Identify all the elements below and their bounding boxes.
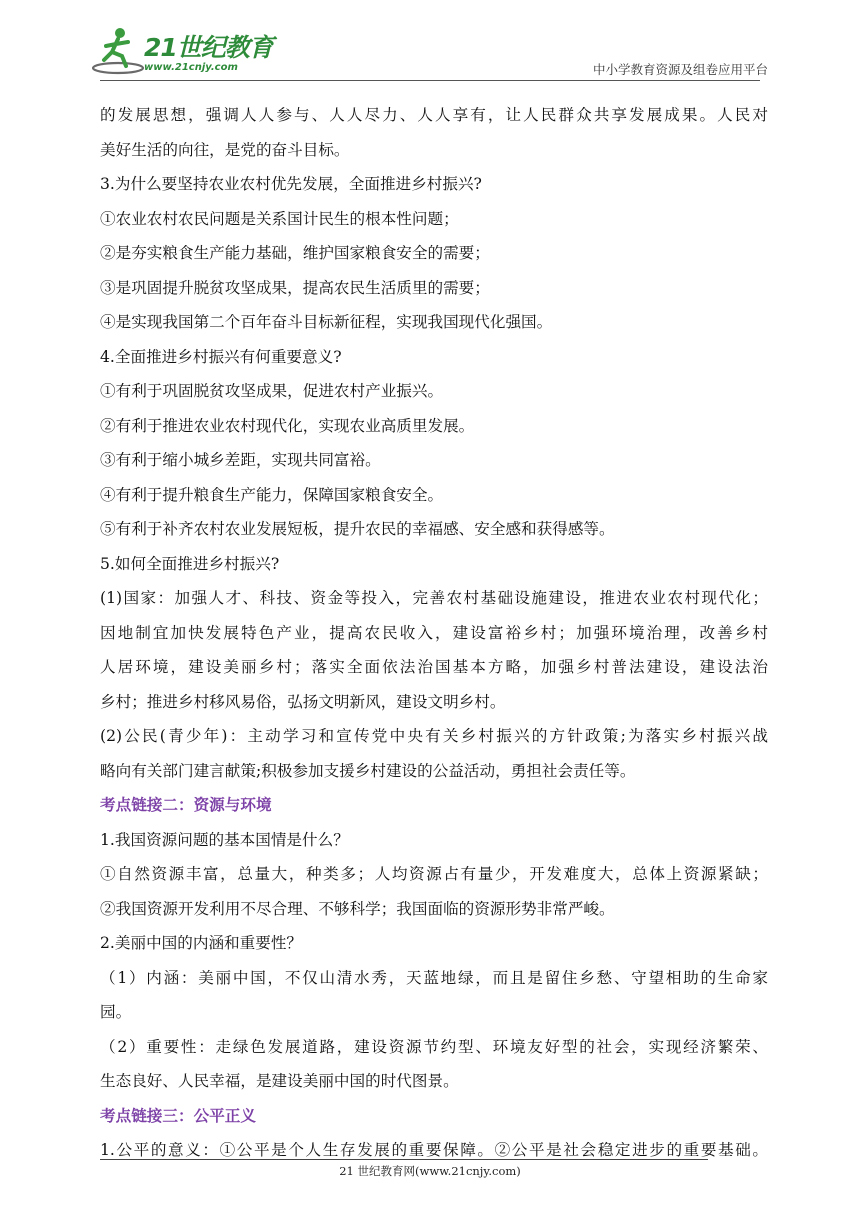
text-line: (2)公民(青少年)：主动学习和宣传党中央有关乡村振兴的方针政策;为落实乡村振兴战 (100, 727, 768, 745)
logo-title: 21世纪教育 (144, 33, 273, 62)
header-tagline: 中小学教育资源及组卷应用平台 (592, 62, 768, 77)
text-line: ③有利于缩小城乡差距，实现共同富裕。 (100, 451, 381, 469)
logo-url: www.21cnjy.com (144, 62, 238, 73)
site-logo[interactable] (92, 22, 273, 80)
runner-icon (92, 22, 144, 80)
text-line: ⑤有利于补齐农村农业发展短板，提升农民的幸福感、安全感和获得感等。 (100, 520, 615, 538)
text-line: ①农业农村农民问题是关系国计民生的根本性问题； (100, 209, 459, 228)
text-line: 美好生活的向往，是党的奋斗目标。 (100, 140, 350, 159)
footer-divider (100, 1159, 708, 1160)
text-line: ①有利于巩固脱贫攻坚成果，促进农村产业振兴。 (100, 382, 444, 400)
page-footer: 21 世纪教育网(www.21cnjy.com) (339, 1164, 521, 1178)
section-heading: 考点链接三：公平正义 (100, 1105, 256, 1125)
text-line: ①自然资源丰富，总量大，种类多；人均资源占有量少，开发难度大，总体上资源紧缺； (100, 865, 768, 883)
text-line: 乡村；推进乡村移风易俗，弘扬文明新风，建设文明乡村。 (100, 692, 506, 711)
text-line: ②我国资源开发利用不尽合理、不够科学；我国面临的资源形势非常严峻。 (100, 899, 615, 918)
text-line: ④有利于提升粮食生产能力，保障国家粮食安全。 (100, 485, 444, 504)
text-line: ②有利于推进农业农村现代化，实现农业高质里发展。 (100, 416, 475, 435)
text-line: 的发展思想，强调人人参与、人人尽力、人人享有，让人民群众共享发展成果。人民对 (100, 106, 768, 124)
text-line: ②是夯实粮食生产能力基础，维护国家粮食安全的需要； (100, 244, 490, 262)
document-body (100, 98, 768, 1168)
text-line: （1）内涵：美丽中国，不仅山清水秀，天蓝地绿，而且是留住乡愁、守望相助的生命家 (100, 968, 768, 987)
header-divider (100, 80, 760, 81)
text-line: 生态良好、人民幸福，是建设美丽中国的时代图景。 (100, 1072, 459, 1090)
page-header (0, 0, 860, 80)
text-line: 2.美丽中国的内涵和重要性？ (100, 934, 303, 952)
text-line: (1)国家：加强人才、科技、资金等投入，完善农村基础设施建设，推进农业农村现代化； (100, 589, 768, 607)
text-line: ③是巩固提升脱贫攻坚成果，提高农民生活质里的需要； (100, 278, 490, 297)
text-line: 园。 (100, 1003, 132, 1021)
text-line: 1.我国资源问题的基本国情是什么？ (100, 830, 349, 849)
section-heading: 考点链接二：资源与环境 (100, 795, 272, 814)
text-line: （2）重要性：走绿色发展道路，建设资源节约型、环境友好型的社会，实现经济繁荣、 (100, 1037, 768, 1056)
text-line: 略向有关部门建言献策;积极参加支援乡村建设的公益活动，勇担社会责任等。 (100, 761, 636, 780)
text-line: ④是实现我国第二个百年奋斗目标新征程，实现我国现代化强国。 (100, 313, 553, 331)
text-line: 1.公平的意义：①公平是个人生存发展的重要保障。②公平是社会稳定进步的重要基础。 (100, 1141, 768, 1159)
text-line: 4.全面推进乡村振兴有何重要意义? (100, 347, 342, 366)
text-line: 人居环境，建设美丽乡村；落实全面依法治国基本方略，加强乡村普法建设，建设法治 (100, 658, 768, 676)
text-line: 5.如何全面推进乡村振兴? (100, 554, 280, 573)
text-line: 因地制宜加快发展特色产业，提高农民收入，建设富裕乡村；加强环境治理，改善乡村 (100, 623, 768, 642)
text-line: 3.为什么要坚持农业农村优先发展，全面推进乡村振兴? (100, 175, 482, 193)
